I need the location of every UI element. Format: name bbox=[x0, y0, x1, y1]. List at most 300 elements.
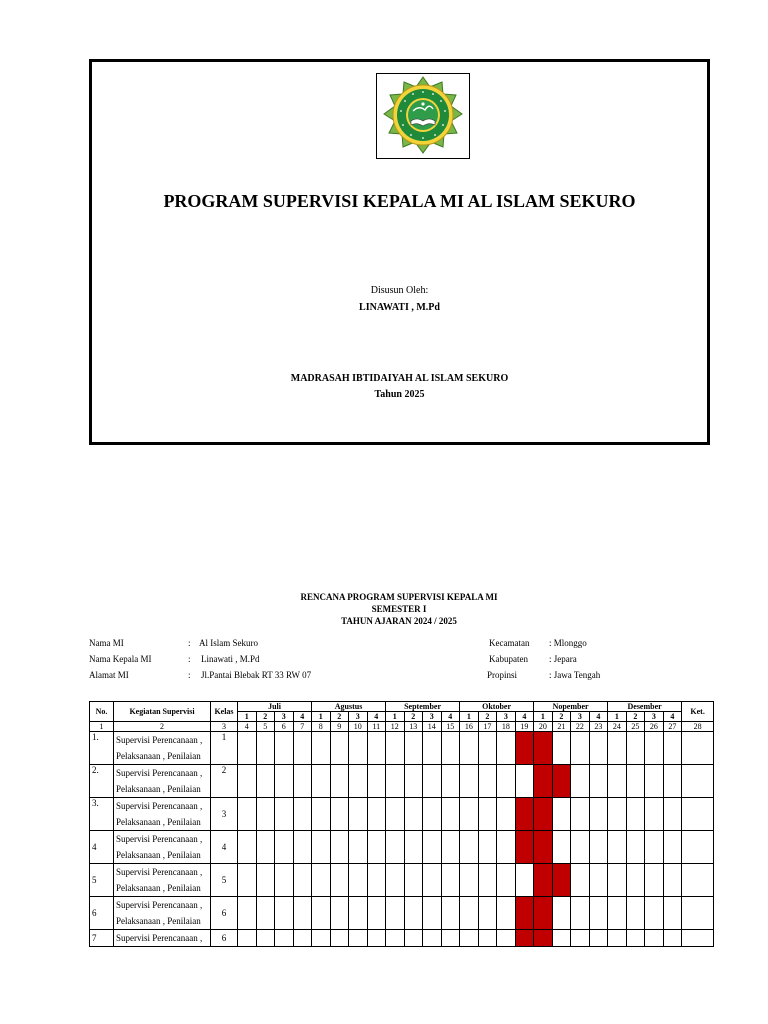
week-cell bbox=[256, 765, 275, 798]
author-name: LINAWATI , M.Pd bbox=[359, 302, 440, 313]
column-number: 12 bbox=[386, 722, 405, 732]
column-number: 20 bbox=[534, 722, 553, 732]
column-number: 9 bbox=[330, 722, 349, 732]
week-cell bbox=[478, 732, 497, 765]
activity-cell bbox=[114, 798, 211, 831]
week-cell bbox=[645, 864, 664, 897]
week-cell bbox=[404, 732, 423, 765]
activity-line-2: Pelaksanaan , Penilaian bbox=[116, 751, 201, 761]
week-cell bbox=[571, 798, 590, 831]
row-number: 7 bbox=[90, 930, 114, 947]
table-row bbox=[90, 831, 714, 864]
week-cell bbox=[238, 864, 257, 897]
week-header: 1 bbox=[386, 712, 405, 722]
row-number: 5 bbox=[90, 864, 114, 897]
info-value-regency: : Jepara bbox=[549, 654, 577, 664]
info-value-district: : Mlonggo bbox=[549, 638, 587, 648]
row-number: 1. bbox=[90, 732, 114, 765]
activity-cell bbox=[114, 732, 211, 765]
activity-cell bbox=[114, 765, 211, 798]
week-cell bbox=[293, 864, 312, 897]
week-cell bbox=[330, 831, 349, 864]
activity-cell bbox=[114, 864, 211, 897]
column-number: 21 bbox=[552, 722, 571, 732]
row-number: 3. bbox=[90, 798, 114, 831]
info-sep: : bbox=[188, 654, 191, 664]
week-cell bbox=[312, 897, 331, 930]
column-number: 2 bbox=[114, 722, 211, 732]
week-cell bbox=[386, 831, 405, 864]
activity-cell bbox=[114, 930, 211, 947]
week-cell bbox=[552, 732, 571, 765]
week-cell bbox=[626, 732, 645, 765]
table-row bbox=[90, 864, 714, 897]
week-cell bbox=[275, 930, 294, 947]
week-cell bbox=[404, 930, 423, 947]
week-cell bbox=[275, 897, 294, 930]
activity-line-2: Pelaksanaan , Penilaian bbox=[116, 916, 201, 926]
week-cell bbox=[552, 930, 571, 947]
week-cell bbox=[238, 765, 257, 798]
info-value-head: Linawati , M.Pd bbox=[201, 654, 260, 664]
week-cell bbox=[571, 930, 590, 947]
week-cell bbox=[256, 930, 275, 947]
week-cell bbox=[441, 930, 460, 947]
week-cell bbox=[367, 930, 386, 947]
month-header: Juli bbox=[238, 702, 312, 712]
week-cell bbox=[441, 798, 460, 831]
week-cell bbox=[423, 831, 442, 864]
week-cell bbox=[645, 930, 664, 947]
column-number: 6 bbox=[275, 722, 294, 732]
week-header: 2 bbox=[330, 712, 349, 722]
week-cell bbox=[663, 798, 682, 831]
week-cell bbox=[367, 765, 386, 798]
week-header: 2 bbox=[404, 712, 423, 722]
column-number: 5 bbox=[256, 722, 275, 732]
scheduled-week-cell bbox=[534, 765, 553, 798]
week-cell bbox=[478, 930, 497, 947]
week-cell bbox=[589, 930, 608, 947]
week-header: 4 bbox=[441, 712, 460, 722]
week-cell bbox=[423, 765, 442, 798]
week-cell bbox=[608, 930, 627, 947]
week-cell bbox=[515, 765, 534, 798]
week-cell bbox=[330, 798, 349, 831]
column-number: 25 bbox=[626, 722, 645, 732]
note-cell bbox=[682, 864, 714, 897]
col-class: Kelas bbox=[211, 702, 238, 722]
week-header: 4 bbox=[589, 712, 608, 722]
week-cell bbox=[367, 798, 386, 831]
header-row-months bbox=[90, 702, 714, 712]
schedule-table bbox=[89, 701, 714, 947]
week-cell bbox=[423, 864, 442, 897]
week-cell bbox=[367, 897, 386, 930]
column-number: 10 bbox=[349, 722, 368, 732]
week-cell bbox=[478, 765, 497, 798]
week-cell bbox=[238, 930, 257, 947]
info-label-head: Nama Kepala MI bbox=[89, 654, 152, 664]
plan-heading-3: TAHUN AJARAN 2024 / 2025 bbox=[341, 616, 457, 626]
activity-line-2: Pelaksanaan , Penilaian bbox=[116, 817, 201, 827]
scheduled-week-cell bbox=[515, 831, 534, 864]
week-cell bbox=[608, 864, 627, 897]
week-cell bbox=[293, 930, 312, 947]
row-number: 4 bbox=[90, 831, 114, 864]
week-header: 4 bbox=[663, 712, 682, 722]
scheduled-week-cell bbox=[534, 732, 553, 765]
scheduled-week-cell bbox=[534, 897, 553, 930]
week-cell bbox=[330, 765, 349, 798]
info-label-school: Nama MI bbox=[89, 638, 124, 648]
activity-line-1: Supervisi Perencanaan , bbox=[116, 933, 203, 943]
scheduled-week-cell bbox=[552, 864, 571, 897]
note-cell bbox=[682, 798, 714, 831]
class-cell: 2 bbox=[211, 765, 238, 798]
week-cell bbox=[460, 798, 479, 831]
week-cell bbox=[589, 897, 608, 930]
week-cell bbox=[349, 897, 368, 930]
activity-cell bbox=[114, 897, 211, 930]
col-activity: Kegiatan Supervisi bbox=[114, 702, 211, 722]
week-header: 1 bbox=[312, 712, 331, 722]
week-cell bbox=[478, 798, 497, 831]
week-cell bbox=[349, 831, 368, 864]
week-header: 3 bbox=[645, 712, 664, 722]
row-number: 6 bbox=[90, 897, 114, 930]
madrasah-seal-logo-icon bbox=[379, 75, 467, 157]
week-cell bbox=[460, 897, 479, 930]
note-cell bbox=[682, 765, 714, 798]
column-number: 18 bbox=[497, 722, 516, 732]
week-header: 2 bbox=[478, 712, 497, 722]
week-cell bbox=[571, 831, 590, 864]
info-value-address: Jl.Pantai Blebak RT 33 RW 07 bbox=[201, 670, 312, 680]
week-cell bbox=[663, 765, 682, 798]
table-row bbox=[90, 930, 714, 947]
week-cell bbox=[404, 798, 423, 831]
week-cell bbox=[349, 798, 368, 831]
week-cell bbox=[441, 732, 460, 765]
week-cell bbox=[645, 732, 664, 765]
table-row bbox=[90, 798, 714, 831]
week-cell bbox=[497, 765, 516, 798]
cover-title: PROGRAM SUPERVISI KEPALA MI AL ISLAM SEKURO bbox=[163, 191, 636, 211]
activity-line-2: Pelaksanaan , Penilaian bbox=[116, 850, 201, 860]
week-cell bbox=[552, 897, 571, 930]
note-cell bbox=[682, 831, 714, 864]
week-cell bbox=[386, 897, 405, 930]
activity-line-1: Supervisi Perencanaan , bbox=[116, 900, 203, 910]
column-number: 15 bbox=[441, 722, 460, 732]
week-cell bbox=[460, 831, 479, 864]
week-cell bbox=[312, 831, 331, 864]
week-cell bbox=[312, 864, 331, 897]
cover-year: Tahun 2025 bbox=[374, 389, 425, 400]
week-cell bbox=[663, 864, 682, 897]
scheduled-week-cell bbox=[534, 798, 553, 831]
week-cell bbox=[386, 864, 405, 897]
column-number: 23 bbox=[589, 722, 608, 732]
header-row-numbers bbox=[90, 722, 714, 732]
scheduled-week-cell bbox=[552, 765, 571, 798]
week-cell bbox=[349, 765, 368, 798]
week-cell bbox=[423, 897, 442, 930]
column-number: 22 bbox=[571, 722, 590, 732]
week-header: 1 bbox=[534, 712, 553, 722]
week-cell bbox=[367, 732, 386, 765]
week-cell bbox=[460, 732, 479, 765]
week-cell bbox=[589, 798, 608, 831]
week-header: 4 bbox=[293, 712, 312, 722]
note-cell bbox=[682, 732, 714, 765]
week-cell bbox=[589, 864, 608, 897]
week-cell bbox=[663, 897, 682, 930]
week-cell bbox=[497, 864, 516, 897]
column-number: 27 bbox=[663, 722, 682, 732]
week-cell bbox=[349, 864, 368, 897]
week-cell bbox=[238, 831, 257, 864]
week-cell bbox=[608, 897, 627, 930]
note-cell bbox=[682, 897, 714, 930]
info-sep: : bbox=[188, 670, 191, 680]
column-number: 8 bbox=[312, 722, 331, 732]
week-cell bbox=[589, 765, 608, 798]
week-cell bbox=[515, 864, 534, 897]
week-cell bbox=[441, 864, 460, 897]
column-number: 4 bbox=[238, 722, 257, 732]
week-cell bbox=[330, 930, 349, 947]
week-cell bbox=[663, 831, 682, 864]
month-header: Nopember bbox=[534, 702, 608, 712]
week-cell bbox=[275, 864, 294, 897]
week-header: 4 bbox=[515, 712, 534, 722]
scheduled-week-cell bbox=[515, 897, 534, 930]
activity-line-1: Supervisi Perencanaan , bbox=[116, 867, 203, 877]
activity-line-1: Supervisi Perencanaan , bbox=[116, 735, 203, 745]
row-number: 2. bbox=[90, 765, 114, 798]
week-cell bbox=[571, 732, 590, 765]
column-number: 16 bbox=[460, 722, 479, 732]
week-cell bbox=[608, 798, 627, 831]
week-cell bbox=[238, 897, 257, 930]
week-cell bbox=[608, 831, 627, 864]
week-cell bbox=[423, 798, 442, 831]
class-cell: 1 bbox=[211, 732, 238, 765]
scheduled-week-cell bbox=[515, 798, 534, 831]
week-cell bbox=[349, 732, 368, 765]
month-header: September bbox=[386, 702, 460, 712]
table-row bbox=[90, 765, 714, 798]
activity-cell bbox=[114, 831, 211, 864]
activity-line-2: Pelaksanaan , Penilaian bbox=[116, 784, 201, 794]
week-header: 1 bbox=[460, 712, 479, 722]
week-cell bbox=[293, 897, 312, 930]
table-row bbox=[90, 897, 714, 930]
week-cell bbox=[256, 831, 275, 864]
plan-heading-2: SEMESTER I bbox=[371, 604, 427, 614]
week-cell bbox=[312, 765, 331, 798]
week-cell bbox=[441, 831, 460, 864]
scheduled-week-cell bbox=[534, 864, 553, 897]
class-cell: 5 bbox=[211, 864, 238, 897]
week-header: 3 bbox=[423, 712, 442, 722]
week-cell bbox=[478, 864, 497, 897]
week-cell bbox=[367, 831, 386, 864]
week-header: 2 bbox=[626, 712, 645, 722]
week-cell bbox=[293, 732, 312, 765]
week-cell bbox=[626, 831, 645, 864]
week-cell bbox=[312, 798, 331, 831]
week-cell bbox=[460, 864, 479, 897]
week-cell bbox=[404, 765, 423, 798]
week-header: 3 bbox=[349, 712, 368, 722]
info-value-province: : Jawa Tengah bbox=[549, 670, 601, 680]
week-cell bbox=[275, 732, 294, 765]
column-number: 14 bbox=[423, 722, 442, 732]
week-cell bbox=[256, 864, 275, 897]
week-cell bbox=[293, 765, 312, 798]
column-number: 17 bbox=[478, 722, 497, 732]
column-number: 13 bbox=[404, 722, 423, 732]
week-cell bbox=[386, 765, 405, 798]
week-cell bbox=[571, 765, 590, 798]
composed-by-label: Disusun Oleh: bbox=[370, 285, 429, 296]
week-cell bbox=[256, 732, 275, 765]
week-cell bbox=[626, 930, 645, 947]
week-cell bbox=[441, 897, 460, 930]
week-cell bbox=[275, 798, 294, 831]
note-cell bbox=[682, 930, 714, 947]
week-header: 1 bbox=[238, 712, 257, 722]
week-cell bbox=[608, 765, 627, 798]
week-cell bbox=[275, 765, 294, 798]
week-cell bbox=[645, 831, 664, 864]
column-number: 1 bbox=[90, 722, 114, 732]
info-label-regency: Kabupaten bbox=[489, 654, 528, 664]
week-cell bbox=[626, 798, 645, 831]
plan-heading-1: RENCANA PROGRAM SUPERVISI KEPALA MI bbox=[300, 592, 498, 602]
info-label-province: Propinsi bbox=[487, 670, 518, 680]
scheduled-week-cell bbox=[515, 930, 534, 947]
week-cell bbox=[497, 897, 516, 930]
column-number: 11 bbox=[367, 722, 386, 732]
month-header: Agustus bbox=[312, 702, 386, 712]
class-cell: 6 bbox=[211, 897, 238, 930]
week-cell bbox=[386, 732, 405, 765]
week-cell bbox=[626, 765, 645, 798]
week-cell bbox=[626, 897, 645, 930]
col-no: No. bbox=[90, 702, 114, 722]
cover-box bbox=[89, 59, 710, 445]
week-header: 4 bbox=[367, 712, 386, 722]
week-header: 3 bbox=[497, 712, 516, 722]
scheduled-week-cell bbox=[534, 831, 553, 864]
week-cell bbox=[460, 765, 479, 798]
activity-line-1: Supervisi Perencanaan , bbox=[116, 801, 203, 811]
week-cell bbox=[626, 864, 645, 897]
week-cell bbox=[571, 864, 590, 897]
activity-line-1: Supervisi Perencanaan , bbox=[116, 834, 203, 844]
week-cell bbox=[645, 765, 664, 798]
info-label-district: Kecamatan bbox=[489, 638, 530, 648]
week-header: 3 bbox=[275, 712, 294, 722]
class-cell: 6 bbox=[211, 930, 238, 947]
week-cell bbox=[552, 831, 571, 864]
info-value-school: Al Islam Sekuro bbox=[199, 638, 258, 648]
week-cell bbox=[497, 732, 516, 765]
month-header: Oktober bbox=[460, 702, 534, 712]
week-header: 2 bbox=[256, 712, 275, 722]
institution-name: MADRASAH IBTIDAIYAH AL ISLAM SEKURO bbox=[290, 373, 509, 384]
activity-line-2: Pelaksanaan , Penilaian bbox=[116, 883, 201, 893]
class-cell: 3 bbox=[211, 798, 238, 831]
table-row bbox=[90, 732, 714, 765]
column-number: 3 bbox=[211, 722, 238, 732]
week-header: 2 bbox=[552, 712, 571, 722]
week-cell bbox=[238, 798, 257, 831]
col-note: Ket. bbox=[682, 702, 714, 722]
activity-line-1: Supervisi Perencanaan , bbox=[116, 768, 203, 778]
column-number: 19 bbox=[515, 722, 534, 732]
week-cell bbox=[386, 930, 405, 947]
logo-frame bbox=[376, 73, 470, 159]
week-cell bbox=[330, 732, 349, 765]
week-cell bbox=[404, 897, 423, 930]
week-cell bbox=[497, 831, 516, 864]
column-number: 26 bbox=[645, 722, 664, 732]
week-cell bbox=[608, 732, 627, 765]
week-cell bbox=[497, 930, 516, 947]
week-cell bbox=[404, 864, 423, 897]
week-cell bbox=[238, 732, 257, 765]
week-cell bbox=[478, 831, 497, 864]
week-cell bbox=[478, 897, 497, 930]
week-cell bbox=[404, 831, 423, 864]
week-cell bbox=[423, 732, 442, 765]
week-cell bbox=[589, 732, 608, 765]
week-cell bbox=[663, 930, 682, 947]
week-cell bbox=[645, 897, 664, 930]
week-cell bbox=[256, 798, 275, 831]
week-cell bbox=[275, 831, 294, 864]
week-cell bbox=[423, 930, 442, 947]
week-cell bbox=[460, 930, 479, 947]
class-cell: 4 bbox=[211, 831, 238, 864]
week-cell bbox=[571, 897, 590, 930]
column-number: 7 bbox=[293, 722, 312, 732]
week-cell bbox=[312, 732, 331, 765]
week-cell bbox=[256, 897, 275, 930]
column-number: 28 bbox=[682, 722, 714, 732]
week-cell bbox=[293, 831, 312, 864]
week-cell bbox=[589, 831, 608, 864]
scheduled-week-cell bbox=[534, 930, 553, 947]
scheduled-week-cell bbox=[515, 732, 534, 765]
week-cell bbox=[663, 732, 682, 765]
week-cell bbox=[552, 798, 571, 831]
week-cell bbox=[349, 930, 368, 947]
week-cell bbox=[645, 798, 664, 831]
week-cell bbox=[312, 930, 331, 947]
info-label-address: Alamat MI bbox=[89, 670, 129, 680]
week-cell bbox=[441, 765, 460, 798]
week-cell bbox=[497, 798, 516, 831]
week-cell bbox=[293, 798, 312, 831]
week-header: 1 bbox=[608, 712, 627, 722]
week-cell bbox=[330, 864, 349, 897]
